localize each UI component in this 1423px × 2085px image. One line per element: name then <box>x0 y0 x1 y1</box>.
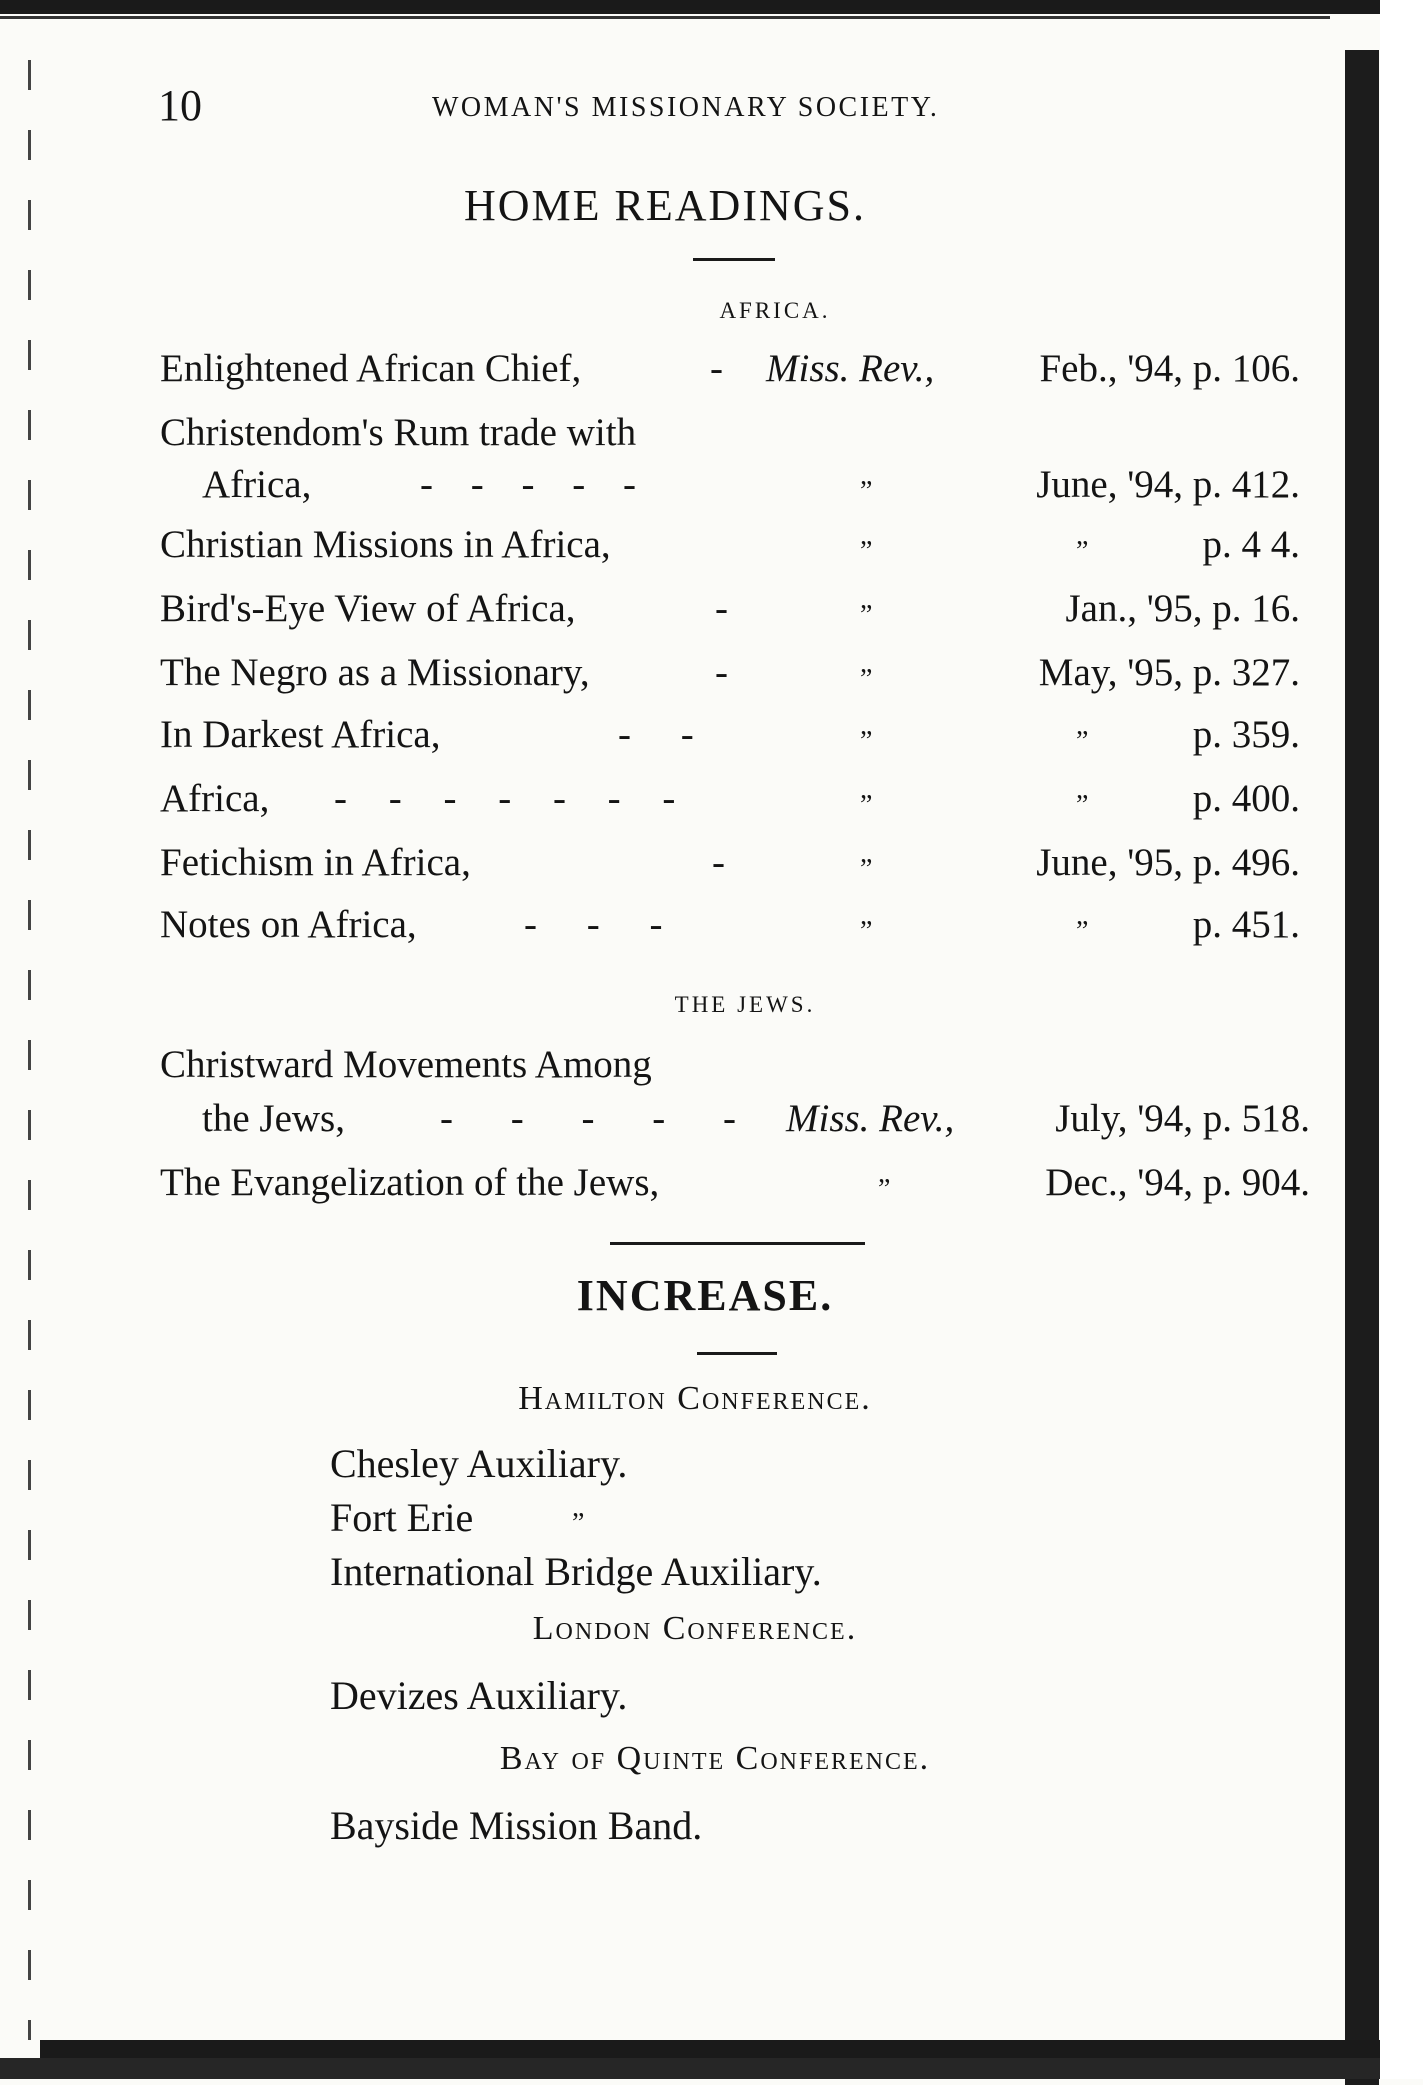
page-border-left <box>28 60 31 2040</box>
entry-title: The Evangelization of the Jews, <box>160 1161 660 1204</box>
entry-source-ditto: ” <box>860 854 873 885</box>
entry-reference: p. 451. <box>1192 903 1300 946</box>
running-head: WOMAN'S MISSIONARY SOCIETY. <box>432 92 940 123</box>
page-border-top <box>0 0 1423 14</box>
subheading-the-jews: THE JEWS. <box>674 992 816 1017</box>
entry-leaders: - <box>715 587 728 630</box>
page-border-right <box>1345 50 1379 2085</box>
entry-title: Fetichism in Africa, <box>160 841 471 884</box>
auxiliary-item: International Bridge Auxiliary. <box>330 1549 822 1594</box>
entry-reference: July, '94, p. 518. <box>1055 1097 1310 1140</box>
entry-title-line1: Christendom's Rum trade with <box>160 411 637 454</box>
entry-source-ditto: ” <box>860 726 873 757</box>
auxiliary-ditto: ” <box>572 1508 585 1539</box>
entry-source-ditto: ” <box>860 476 873 507</box>
entry-leaders: - - - - - <box>420 463 636 506</box>
entry-reference: Feb., '94, p. 106. <box>1039 347 1300 390</box>
entry-date-ditto: ” <box>1076 726 1089 757</box>
entry-reference: p. 400. <box>1192 777 1300 820</box>
entry-date-ditto: ” <box>1076 790 1089 821</box>
entry-title: In Darkest Africa, <box>160 713 441 756</box>
auxiliary-item: Devizes Auxiliary. <box>330 1673 628 1718</box>
entry-source-ditto: ” <box>860 916 873 947</box>
entry-source-ditto: ” <box>878 1174 891 1205</box>
entry-leaders: - - - - - - - <box>334 777 676 820</box>
entry-leaders: - - - <box>524 903 663 946</box>
entry-title: Bird's-Eye View of Africa, <box>160 587 576 630</box>
entry-date-ditto: ” <box>1076 916 1089 947</box>
conference-heading: Hamilton Conference. <box>518 1380 872 1417</box>
entry-leaders: - <box>715 651 728 694</box>
conference-heading: London Conference. <box>532 1610 858 1647</box>
entry-date-ditto: ” <box>1076 536 1089 567</box>
section-divider <box>610 1242 865 1245</box>
entry-source-ditto: ” <box>860 790 873 821</box>
entry-title-line2: Africa, <box>202 463 312 506</box>
entry-leaders: - - - - - <box>440 1097 736 1140</box>
entry-leaders: - <box>710 347 723 390</box>
entry-source-ditto: ” <box>860 600 873 631</box>
entry-leaders: - <box>712 841 725 884</box>
entry-source-ditto: ” <box>860 664 873 695</box>
page-border-top-thin <box>0 16 1330 19</box>
auxiliary-item: Fort Erie <box>330 1495 474 1540</box>
entry-title: Enlightened African Chief, <box>160 347 582 390</box>
page-number: 10 <box>158 81 202 130</box>
entry-leaders: - - <box>618 713 694 756</box>
entry-title: Africa, <box>160 777 270 820</box>
title-rule <box>697 1352 777 1355</box>
entry-title: The Negro as a Missionary, <box>160 651 590 694</box>
entry-reference: May, '95, p. 327. <box>1038 651 1300 694</box>
entry-title: Notes on Africa, <box>160 903 417 946</box>
page-border-bottom <box>40 2040 1380 2058</box>
entry-reference: June, '94, p. 412. <box>1036 463 1300 506</box>
section-title-increase: INCREASE. <box>576 1271 834 1320</box>
entry-source-ditto: ” <box>860 536 873 567</box>
entry-title: Christian Missions in Africa, <box>160 523 611 566</box>
subheading-africa: AFRICA. <box>719 298 831 323</box>
entry-title-line1: Christward Movements Among <box>160 1043 652 1086</box>
entry-reference: p. 359. <box>1192 713 1300 756</box>
entry-title-line2: the Jews, <box>202 1097 345 1140</box>
entry-reference: Dec., '94, p. 904. <box>1045 1161 1310 1204</box>
title-rule <box>693 258 775 261</box>
page-border-bottom-outer <box>0 2058 1380 2079</box>
auxiliary-item: Bayside Mission Band. <box>330 1803 703 1848</box>
entry-reference: June, '95, p. 496. <box>1036 841 1300 884</box>
entry-source: Miss. Rev., <box>786 1097 955 1140</box>
entry-source: Miss. Rev., <box>766 347 935 390</box>
entry-reference: p. 4 4. <box>1202 523 1300 566</box>
entry-reference: Jan., '95, p. 16. <box>1065 587 1300 630</box>
conference-heading: Bay of Quinte Conference. <box>499 1740 931 1777</box>
auxiliary-item: Chesley Auxiliary. <box>330 1441 628 1486</box>
section-title-home-readings: HOME READINGS. <box>464 181 866 230</box>
